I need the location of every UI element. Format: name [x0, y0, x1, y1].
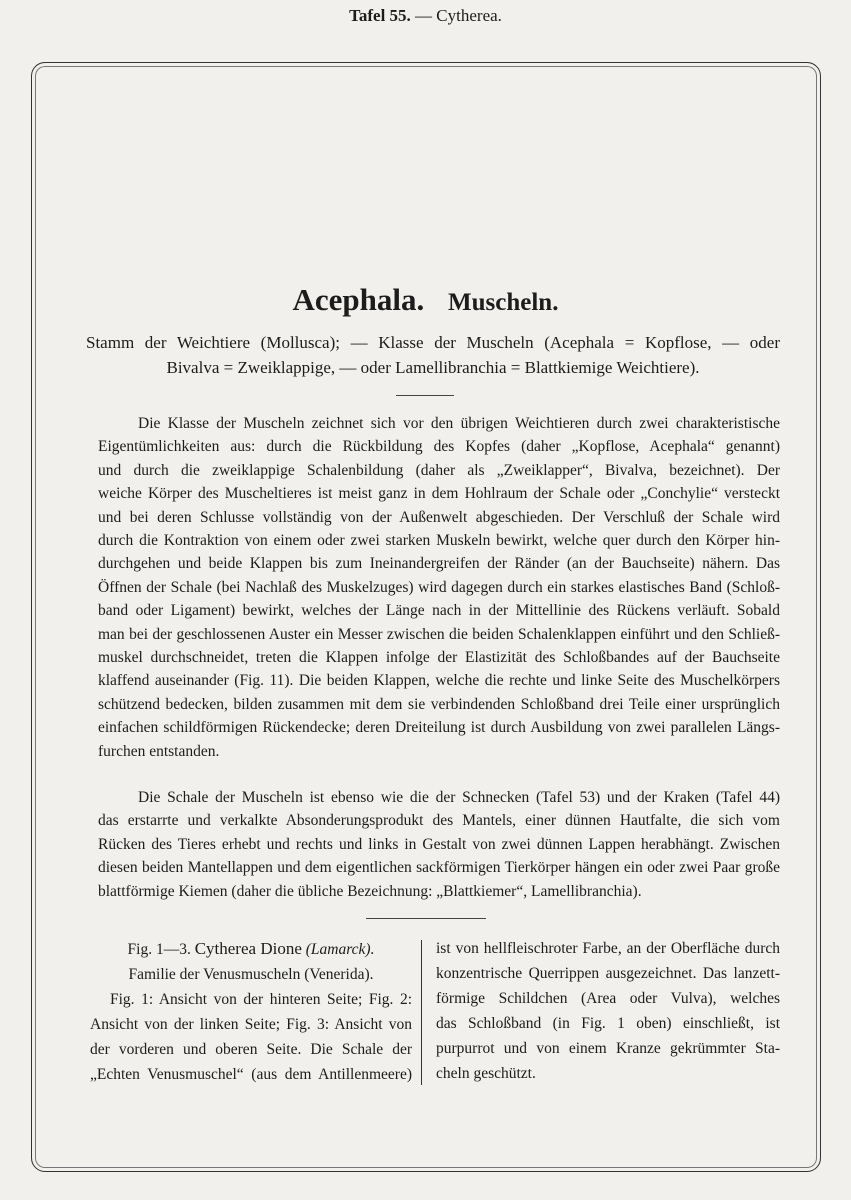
caption-line: cheln geschützt. [436, 1065, 536, 1082]
title-latin: Acephala. [292, 282, 425, 317]
text-line: schützend bedecken, bilden zusammen mit dem sie verbindenden Schloßband drei Teile einer ursprünglich [98, 695, 780, 713]
caption-line: ist von hellfleischroter Farbe, an der Oberfläche durch [436, 940, 780, 957]
text-line: man bei der geschlossenen Auster ein Messer zwischen die beiden Schalenklappen einführt und den Schließ- [98, 625, 780, 643]
page-title [0, 282, 851, 318]
subtitle [86, 330, 780, 380]
caption-right-column [436, 936, 780, 1086]
text-line: Rücken des Tieres erhebt und rechts und links in Gestalt von zwei dünnen Lappen herabhängt. Zwischen [98, 835, 780, 853]
text-line: und durch die zweiklappige Schalenbildung (daher als „Zweiklapper“, Bivalva, bezeichnet). Der [98, 461, 780, 479]
text-line: band oder Ligament) bewirkt, welches der Länge nach in der Mittellinie des Rückens verläuft. Sobald [98, 602, 780, 620]
figure-label: Fig. 1—3. [127, 941, 191, 958]
caption-line: Ansicht von der linken Seite; Fig. 3: Ansicht von [90, 1016, 412, 1033]
species-author: (Lamarck). [305, 941, 375, 958]
caption-line: purpurrot und von einem Kranze gekrümmter Sta- [436, 1040, 780, 1057]
caption-line: Fig. 1: Ansicht von der hinteren Seite; Fig. 2: [110, 991, 412, 1008]
column-divider [421, 940, 422, 1085]
divider-rule [396, 395, 454, 396]
text-line: einfachen schildförmigen Rückendecke; deren Dreiteilung ist durch Ausbildung von zwei parallelen Längs- [98, 719, 780, 737]
text-line: klaffend auseinander (Fig. 11). Die beiden Klappen, welche die rechte und linke Seite des Muschelkörpers [98, 672, 780, 690]
plate-subject: Cytherea. [436, 6, 502, 25]
subtitle-line: Stamm der Weichtiere (Mollusca); — Klasse der Muscheln (Acephala = Kopflose, — oder [86, 333, 780, 352]
text-line: das erstarrte und verkalkte Absonderungsprodukt des Mantels, einer dünnen Hautfalte, die sich vom [98, 812, 780, 830]
caption-left-column [90, 936, 412, 1087]
caption-line: das Schloßband (in Fig. 1 oben) einschließt, ist [436, 1015, 780, 1032]
caption-line: „Echten Venusmuschel“ (aus dem Antillenmeere) [90, 1066, 412, 1083]
family-name: Familie der Venusmuscheln (Venerida). [128, 966, 374, 983]
subtitle-line: Bivalva = Zweiklappige, — oder Lamellibranchia = Blattkiemige Weichtiere). [166, 358, 700, 377]
text-line: blattförmige Kiemen (daher die übliche Bezeichnung: „Blattkiemer“, Lamellibranchia). [98, 882, 642, 900]
text-line: durchgehen und beide Klappen bis zum Ineinandergreifen der Ränder (an der Bauchseite) nähern. Das [98, 555, 780, 573]
caption-line: der vorderen und oberen Seite. Die Schale der [90, 1041, 412, 1058]
species-name: Cytherea Dione [194, 939, 302, 958]
paragraph-1 [98, 412, 780, 763]
text-line: Eigentümlichkeiten aus: durch die Rückbildung des Kopfes (daher „Kopflose, Acephala“ genannt) [98, 438, 780, 456]
paragraph-2 [98, 786, 780, 903]
text-line: Die Klasse der Muscheln zeichnet sich vor den übrigen Weichtieren durch zwei charakteristische [138, 415, 780, 432]
figure-heading [90, 936, 412, 962]
text-line: und bei deren Schlusse vollständig von der Außenwelt abgeschieden. Der Verschluß der Schale wird [98, 508, 780, 526]
plate-number: Tafel 55. [349, 6, 411, 25]
text-line: Die Schale der Muscheln ist ebenso wie die der Schnecken (Tafel 53) und der Kraken (Tafel 44) [138, 789, 780, 806]
text-line: diesen beiden Mantellappen und dem eigentlichen sackförmigen Tierkörper hängen ein oder zwei Paar große [98, 859, 780, 877]
text-line: durch die Kontraktion von einem oder zwei starken Muskeln bewirkt, welche quer durch den Körper hin- [98, 532, 780, 550]
text-line: Öffnen der Schale (bei Nachlaß des Muskelzuges) wird dagegen durch ein starkes elastisches Band (Schloß- [98, 578, 780, 596]
text-line: muskel durchschneidet, treten die Klappen infolge der Elastizität des Schloßbandes auf der Bauchseite [98, 649, 780, 667]
caption-line: förmige Schildchen (Area oder Vulva), welches [436, 990, 780, 1007]
text-line: furchen entstanden. [98, 742, 220, 760]
text-line: weiche Körper des Muscheltieres ist meist ganz in dem Hohlraum der Schale oder „Conchylie“ versteckt [98, 485, 780, 503]
page-header [0, 6, 851, 26]
caption-line: konzentrische Querrippen ausgezeichnet. Das lanzett- [436, 965, 780, 982]
header-separator: — [415, 6, 433, 25]
section-rule [366, 918, 486, 919]
title-german: Muscheln. [448, 289, 559, 316]
